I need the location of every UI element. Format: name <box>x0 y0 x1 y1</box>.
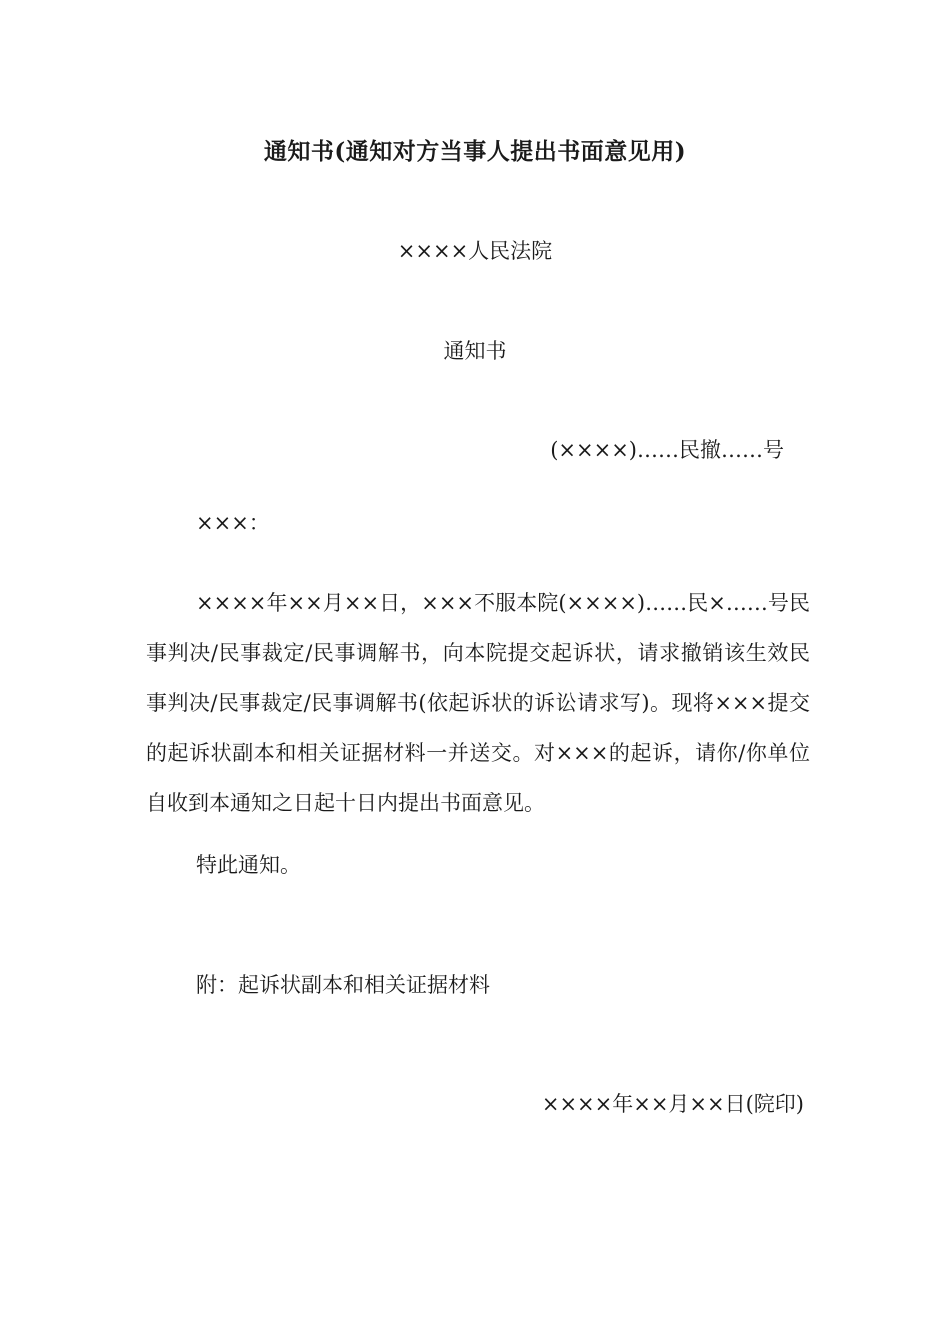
case-number: (××××)……民撤……号 <box>550 438 784 462</box>
body-paragraph: ××××年××月××日，×××不服本院(××××)……民×……号民事判决/民事裁定/民事调解书，向本院提交起诉状，请求撤销该生效民事判决/民事裁定/民事调解书(依起诉状的诉讼请求写)。现将×××提交的起诉状副本和相关证据材料一并送交。对×××的起诉，请你/你单位自收到本通知之日起十日内提出书面意见。 <box>146 591 810 815</box>
date-seal-line: ××××年××月××日(院印) <box>541 1092 804 1116</box>
court-name: ××××人民法院 <box>397 239 553 263</box>
addressee: ×××： <box>196 511 270 535</box>
closing-line: 特此通知。 <box>196 853 301 877</box>
document-title: 通知书(通知对方当事人提出书面意见用) <box>263 138 687 165</box>
attachment-line: 附：起诉状副本和相关证据材料 <box>196 973 490 997</box>
notice-heading: 通知书 <box>443 339 507 363</box>
